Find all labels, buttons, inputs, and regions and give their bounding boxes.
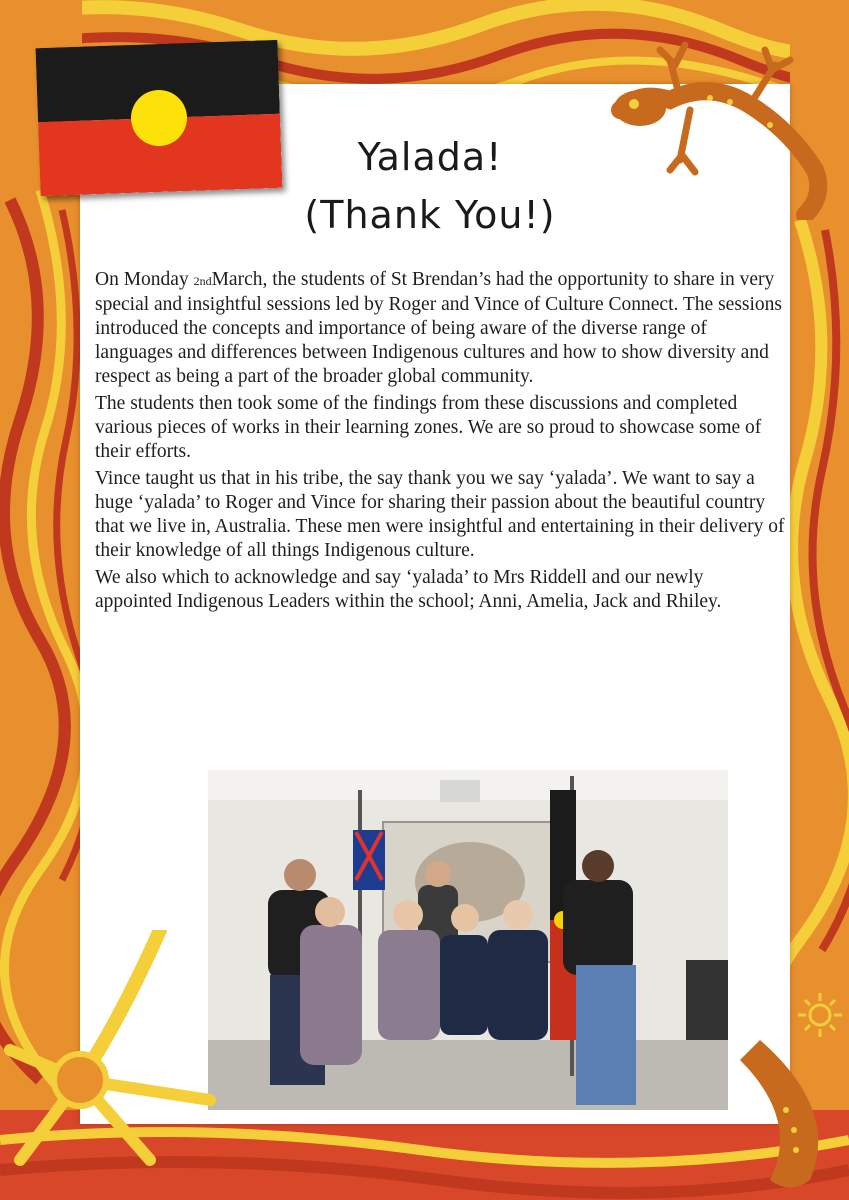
title-line-1: Yalada!	[357, 135, 503, 179]
gecko-icon	[600, 20, 840, 220]
date-ordinal: 2nd	[193, 274, 212, 288]
paragraph-1	[95, 268, 785, 389]
title-line-2: (Thank You!)	[304, 193, 556, 237]
paragraph-3: Vince taught us that in his tribe, the say thank you we say ‘yalada’. We want to say a huge ‘yalada’ to Roger and Vince for sharing their passion about the beautiful country that we live in, Australia. These men were insightful and entertaining in their delivery of their knowledge of all things Indigenous culture.	[95, 468, 785, 561]
dot-art-figure-icon	[0, 930, 220, 1200]
paragraph-2: The students then took some of the findings from these discussions and completed various pieces of works in their learning zones. We are so proud to showcase some of their efforts.	[95, 393, 762, 462]
paragraph-4: We also which to acknowledge and say ‘yalada’ to Mrs Riddell and our newly appointed Indigenous Leaders within the school; Anni, Amelia, Jack and Rhiley.	[95, 567, 722, 612]
paragraph-1-start: On Monday	[95, 269, 194, 290]
paragraph-1-rest: March, the students of St Brendan’s had the opportunity to share in very special and insightful sessions led by Roger and Vince of Culture Connect. The sessions introduced the concepts and importance of being aware of the diverse range of languages and differences between Indigenous cultures and how to show diversity and respect as being a part of the broader global community.	[95, 269, 783, 387]
group-photo	[208, 770, 728, 1110]
sun-icon	[795, 985, 845, 1045]
page-title	[230, 128, 630, 244]
article-body	[95, 268, 785, 617]
boomerang-icon	[690, 1030, 849, 1200]
